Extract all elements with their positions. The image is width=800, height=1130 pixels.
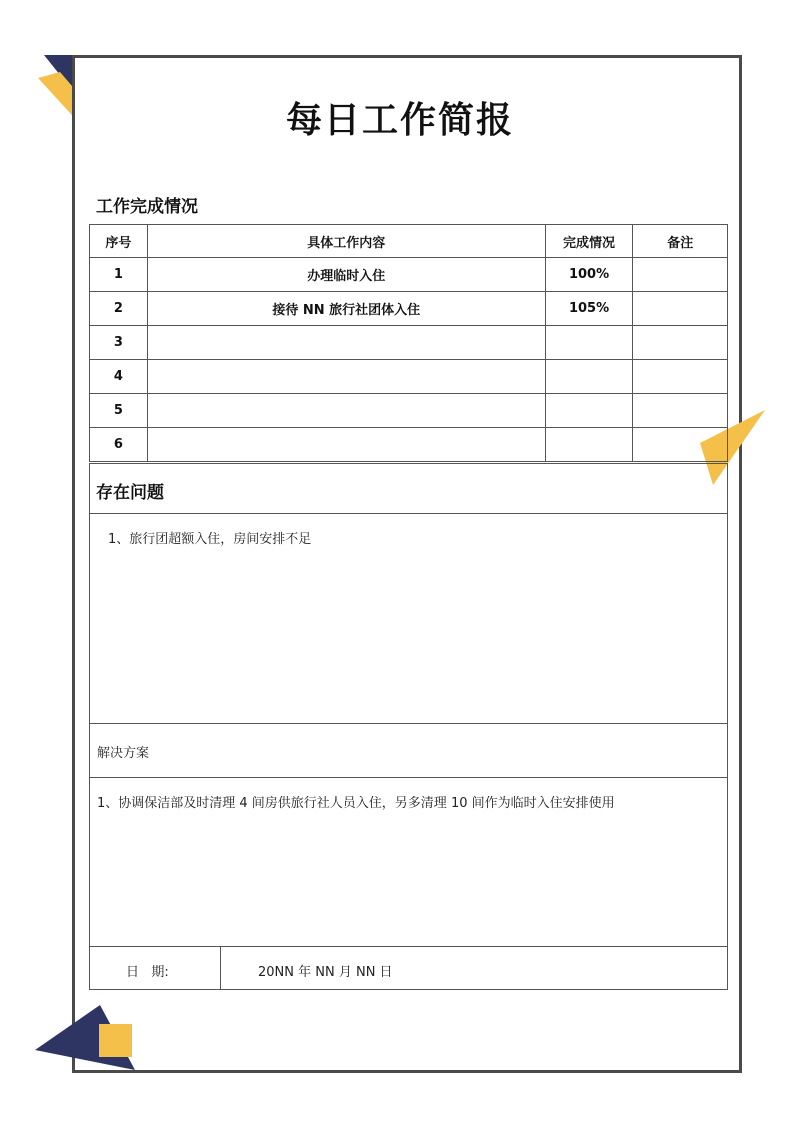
solution-text: 1、协调保洁部及时清理 4 间房供旅行社人员入住，另多清理 10 间作为临时入住安排使用	[97, 796, 615, 811]
work-section-heading: 工作完成情况	[96, 197, 198, 217]
row-status	[545, 360, 633, 394]
table-header-row	[90, 225, 728, 258]
date-label: 日 期:	[126, 965, 169, 980]
column-header-no: 序号	[90, 225, 148, 258]
problems-body	[89, 513, 728, 724]
row-status: 100%	[545, 258, 633, 292]
row-status	[545, 394, 633, 428]
row-number: 3	[90, 326, 148, 360]
table-row	[90, 258, 728, 292]
row-content: 办理临时入住	[147, 258, 545, 292]
row-content	[147, 428, 545, 462]
row-number: 4	[90, 360, 148, 394]
row-note	[633, 292, 728, 326]
row-status	[545, 326, 633, 360]
row-note	[633, 428, 728, 462]
problems-text: 1、旅行团超额入住，房间安排不足	[108, 532, 312, 547]
solution-body	[89, 777, 728, 947]
row-note	[633, 326, 728, 360]
date-footer	[89, 946, 728, 990]
row-content: 接待 NN 旅行社团体入住	[147, 292, 545, 326]
bottom-left-decoration	[35, 1002, 140, 1077]
row-number: 2	[90, 292, 148, 326]
column-header-note: 备注	[633, 225, 728, 258]
column-header-status: 完成情况	[545, 225, 633, 258]
row-note	[633, 394, 728, 428]
table-row	[90, 360, 728, 394]
row-number: 6	[90, 428, 148, 462]
problems-heading: 存在问题	[96, 483, 164, 503]
row-content	[147, 326, 545, 360]
row-status: 105%	[545, 292, 633, 326]
table-row	[90, 394, 728, 428]
row-note	[633, 360, 728, 394]
row-number: 1	[90, 258, 148, 292]
footer-divider	[220, 947, 221, 989]
solution-heading: 解决方案	[97, 746, 150, 761]
table-row	[90, 326, 728, 360]
work-table	[89, 224, 728, 462]
row-number: 5	[90, 394, 148, 428]
table-row	[90, 428, 728, 462]
problems-header	[89, 463, 728, 514]
date-value: 20NN 年 NN 月 NN 日	[258, 965, 393, 980]
row-note	[633, 258, 728, 292]
page-title: 每日工作简报	[285, 100, 514, 141]
row-content	[147, 360, 545, 394]
column-header-content: 具体工作内容	[147, 225, 545, 258]
row-status	[545, 428, 633, 462]
table-row	[90, 292, 728, 326]
solution-header	[89, 723, 728, 778]
row-content	[147, 394, 545, 428]
